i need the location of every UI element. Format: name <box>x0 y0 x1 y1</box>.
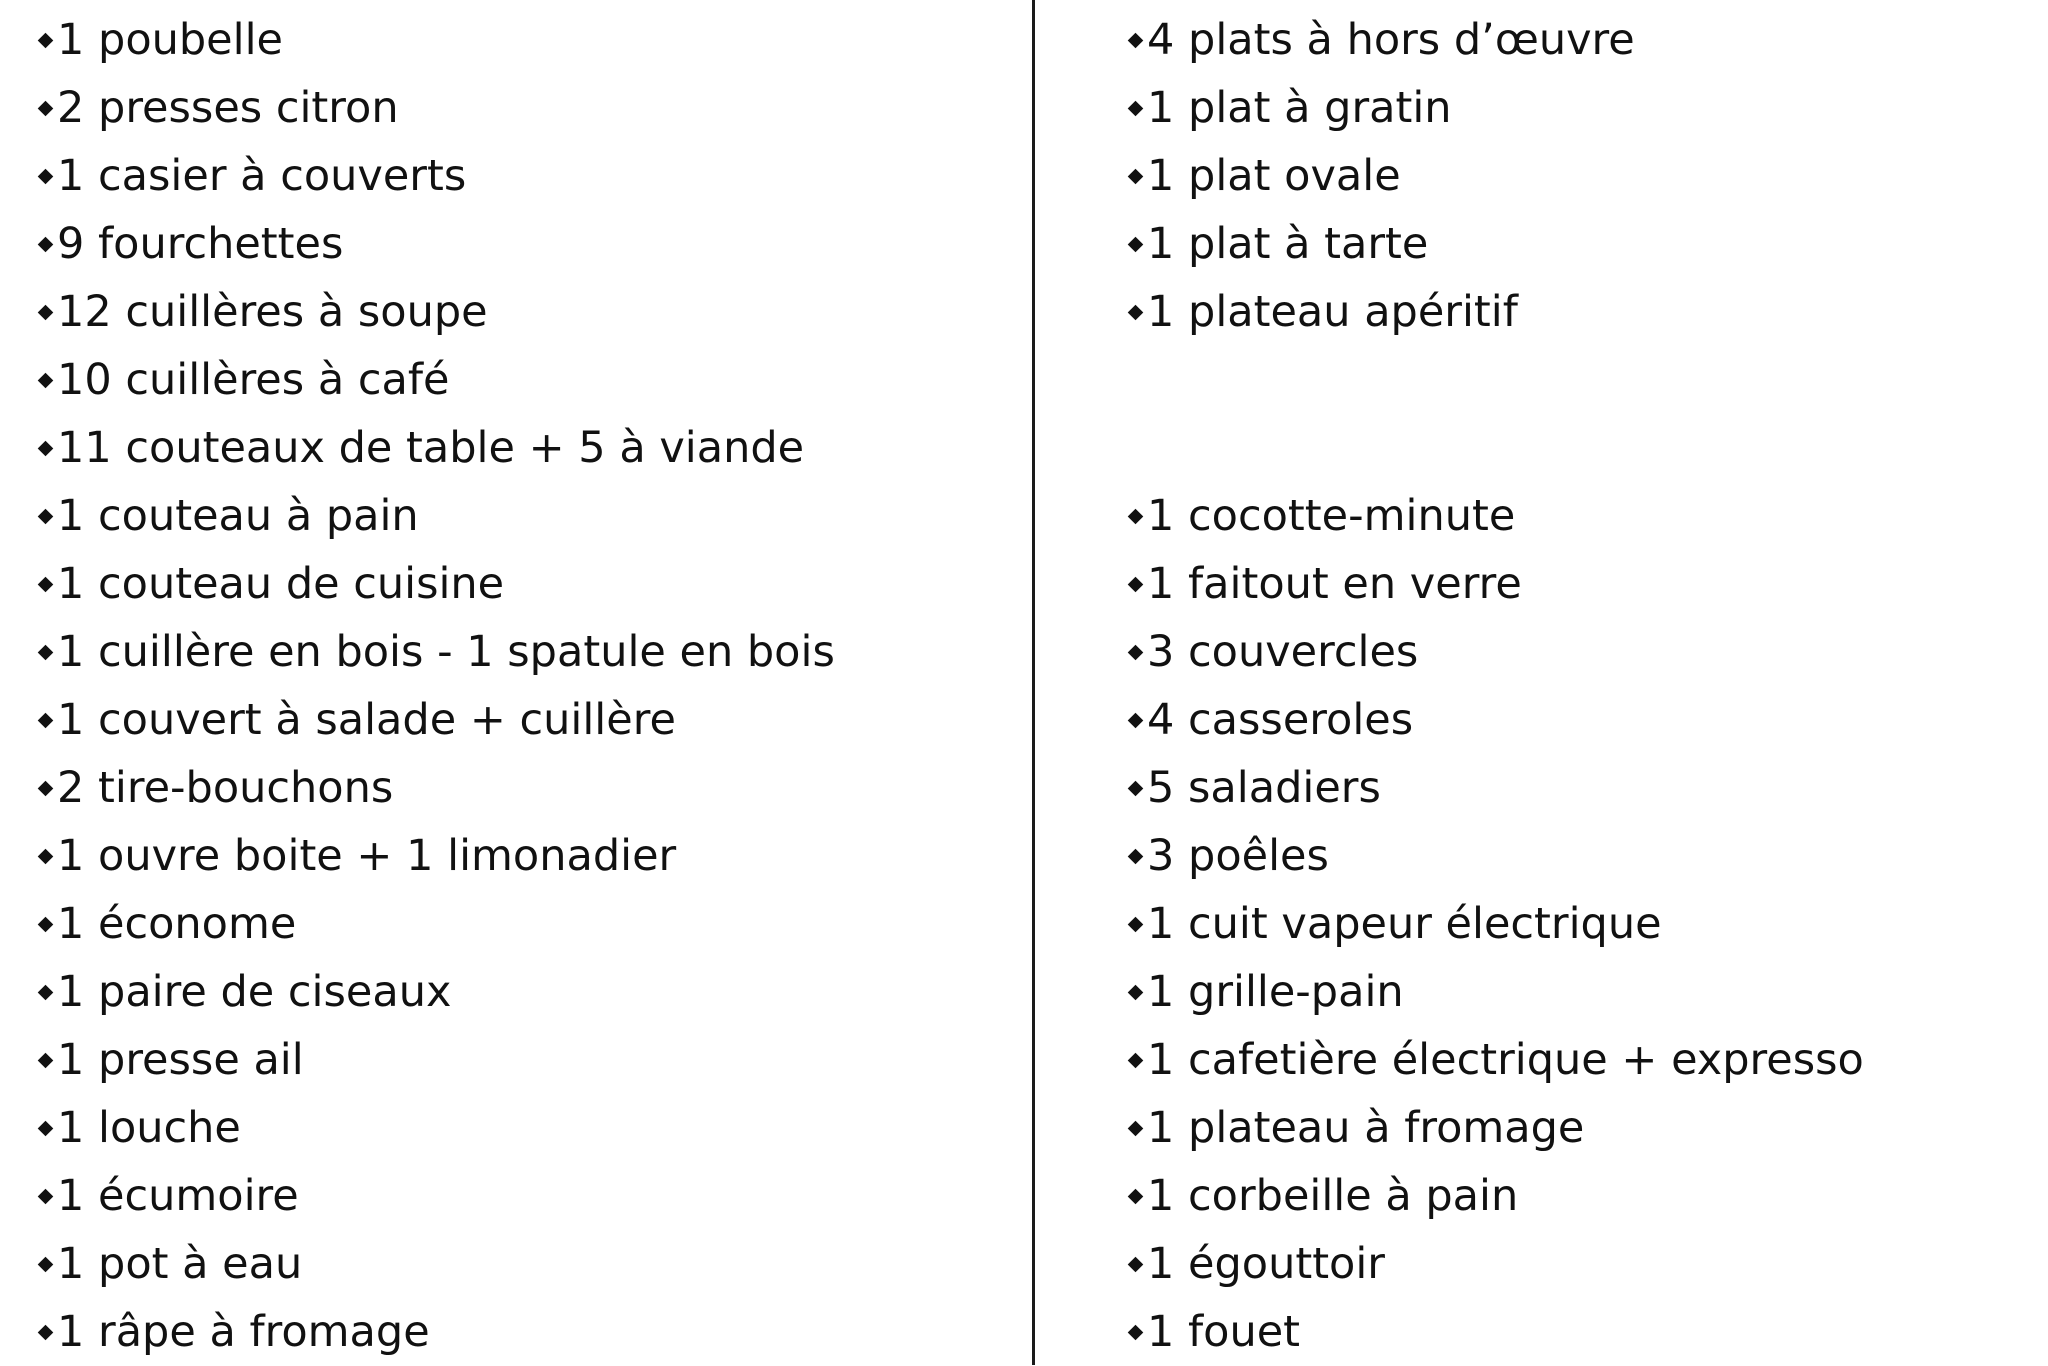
list-item <box>38 1162 299 1230</box>
list-item <box>1128 618 1418 686</box>
list-item <box>38 550 504 618</box>
list-item <box>1128 1162 1518 1230</box>
list-item-text: 1 cuit vapeur électrique <box>1147 899 1662 949</box>
bullet-icon <box>38 372 54 388</box>
bullet-icon <box>1128 236 1144 252</box>
list-item-text: 1 grille-pain <box>1147 967 1404 1017</box>
list-item-text: 1 louche <box>57 1103 241 1153</box>
bullet-icon <box>1128 916 1144 932</box>
list-item-text: 1 cuillère en bois - 1 spatule en bois <box>57 627 835 677</box>
bullet-icon <box>38 644 54 660</box>
list-item <box>38 414 804 482</box>
bullet-icon <box>38 1052 54 1068</box>
list-item-text: 5 saladiers <box>1147 763 1381 813</box>
list-item-text: 1 plateau à fromage <box>1147 1103 1585 1153</box>
bullet-icon <box>1128 576 1144 592</box>
list-item-text: 1 couteau à pain <box>57 491 419 541</box>
list-item-text: 3 couvercles <box>1147 627 1419 677</box>
bullet-icon <box>1128 1052 1144 1068</box>
bullet-icon <box>38 304 54 320</box>
list-item <box>38 890 296 958</box>
list-item <box>1128 890 1662 958</box>
list-item-text: 1 cafetière électrique + expresso <box>1147 1035 1864 1085</box>
bullet-icon <box>1128 712 1144 728</box>
list-item-text: 4 casseroles <box>1147 695 1414 745</box>
list-item-text: 4 plats à hors d’œuvre <box>1147 15 1635 65</box>
list-item <box>38 618 835 686</box>
list-item <box>38 210 343 278</box>
list-item <box>38 1230 302 1298</box>
list-item <box>1128 686 1413 754</box>
list-item-text: 1 plat ovale <box>1147 151 1401 201</box>
list-item-text: 1 corbeille à pain <box>1147 1171 1519 1221</box>
list-item-text: 1 plateau apéritif <box>1147 287 1518 337</box>
list-item-text: 1 paire de ciseaux <box>57 967 452 1017</box>
list-item-text: 1 faitout en verre <box>1147 559 1522 609</box>
list-item <box>1128 1026 1864 1094</box>
bullet-icon <box>38 1120 54 1136</box>
list-item <box>38 822 676 890</box>
list-item-text: 1 casier à couverts <box>57 151 467 201</box>
list-item-text: 12 cuillères à soupe <box>57 287 488 337</box>
bullet-icon <box>38 1256 54 1272</box>
list-item-text: 1 écumoire <box>57 1171 299 1221</box>
list-item <box>1128 1230 1385 1298</box>
list-item <box>1128 74 1452 142</box>
bullet-icon <box>1128 644 1144 660</box>
list-item <box>38 142 466 210</box>
bullet-icon <box>38 100 54 116</box>
list-item <box>1128 550 1522 618</box>
bullet-icon <box>38 984 54 1000</box>
bullet-icon <box>1128 32 1144 48</box>
list-item <box>1128 958 1404 1026</box>
bullet-icon <box>38 576 54 592</box>
list-item-text: 1 ouvre boite + 1 limonadier <box>57 831 677 881</box>
bullet-icon <box>38 440 54 456</box>
list-item-text: 3 poêles <box>1147 831 1329 881</box>
bullet-icon <box>38 168 54 184</box>
bullet-icon <box>1128 848 1144 864</box>
bullet-icon <box>38 712 54 728</box>
bullet-icon <box>38 916 54 932</box>
list-item-text: 1 pot à eau <box>57 1239 303 1289</box>
bullet-icon <box>38 1324 54 1340</box>
bullet-icon <box>1128 1256 1144 1272</box>
list-item <box>38 1094 241 1162</box>
list-item <box>1128 142 1401 210</box>
column-divider <box>1032 0 1035 1365</box>
bullet-icon <box>1128 780 1144 796</box>
list-item <box>1128 6 1635 74</box>
list-item <box>38 278 488 346</box>
bullet-icon <box>38 32 54 48</box>
list-item-text: 1 couteau de cuisine <box>57 559 505 609</box>
list-item-text: 1 cocotte-minute <box>1147 491 1516 541</box>
list-item <box>38 958 451 1026</box>
list-item <box>1128 822 1329 890</box>
list-item <box>38 686 676 754</box>
list-item <box>1128 482 1515 550</box>
list-item-text: 1 fouet <box>1147 1307 1301 1357</box>
list-item <box>38 6 283 74</box>
bullet-icon <box>38 1188 54 1204</box>
list-item <box>38 1026 304 1094</box>
list-item-text: 1 presse ail <box>57 1035 304 1085</box>
list-item <box>38 74 399 142</box>
bullet-icon <box>1128 304 1144 320</box>
list-item <box>1128 754 1381 822</box>
bullet-icon <box>1128 1120 1144 1136</box>
list-item <box>38 1298 430 1366</box>
list-item-text: 1 plat à gratin <box>1147 83 1452 133</box>
bullet-icon <box>38 780 54 796</box>
bullet-icon <box>1128 508 1144 524</box>
list-item <box>1128 210 1428 278</box>
list-item <box>38 346 449 414</box>
list-item-text: 1 égouttoir <box>1147 1239 1385 1289</box>
list-item <box>38 482 419 550</box>
list-item <box>1128 1298 1300 1366</box>
list-item-text: 1 couvert à salade + cuillère <box>57 695 676 745</box>
list-item-text: 1 poubelle <box>57 15 283 65</box>
list-item-text: 1 économe <box>57 899 297 949</box>
list-item <box>1128 278 1518 346</box>
list-item-text: 11 couteaux de table + 5 à viande <box>57 423 805 473</box>
list-item-text: 9 fourchettes <box>57 219 344 269</box>
list-item-text: 1 râpe à fromage <box>57 1307 430 1357</box>
bullet-icon <box>1128 984 1144 1000</box>
bullet-icon <box>38 236 54 252</box>
bullet-icon <box>1128 1188 1144 1204</box>
list-item <box>38 754 393 822</box>
list-item-text: 1 plat à tarte <box>1147 219 1429 269</box>
bullet-icon <box>1128 168 1144 184</box>
list-item-text: 2 tire-bouchons <box>57 763 394 813</box>
bullet-icon <box>1128 1324 1144 1340</box>
bullet-icon <box>38 508 54 524</box>
list-item <box>1128 1094 1584 1162</box>
bullet-icon <box>1128 100 1144 116</box>
list-item-text: 10 cuillères à café <box>57 355 450 405</box>
list-item-text: 2 presses citron <box>57 83 399 133</box>
bullet-icon <box>38 848 54 864</box>
